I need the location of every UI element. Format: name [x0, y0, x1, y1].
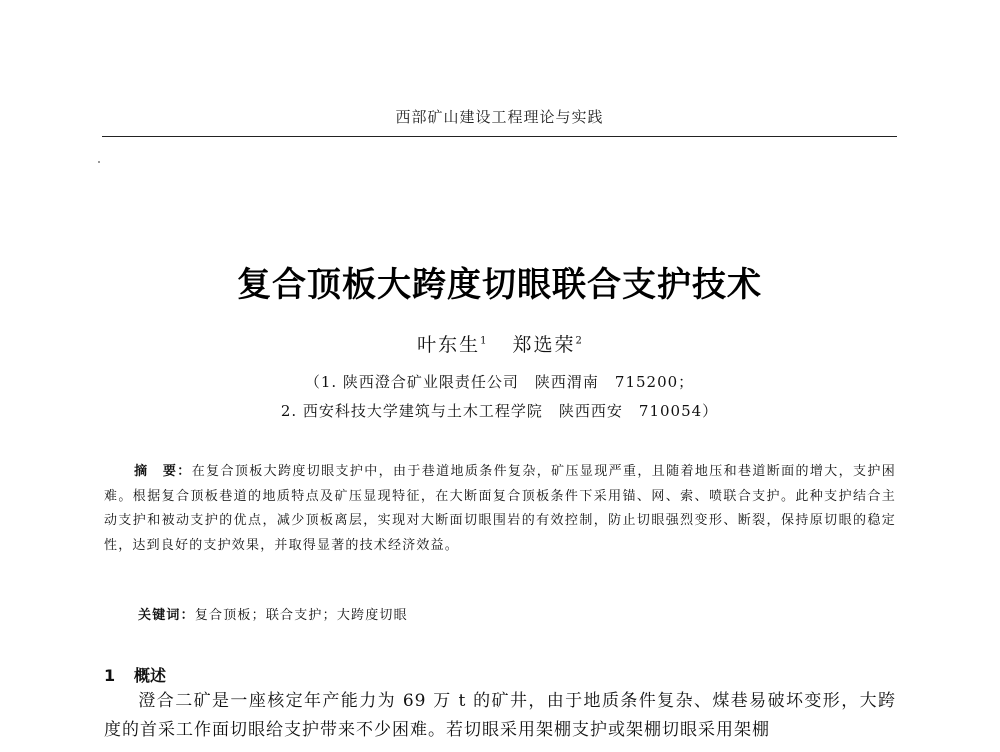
body-paragraph: [104, 687, 896, 745]
author-line: [102, 330, 897, 357]
section-number: 1: [104, 666, 116, 685]
author-2: [513, 330, 582, 357]
author-1: [417, 330, 486, 357]
abstract-text: 在复合顶板大跨度切眼支护中，由于巷道地质条件复杂，矿压显现严重，且随着地压和巷道断面的增大，支护困难。根据复合顶板巷道的地质特点及矿压显现特征，在大断面复合顶板条件下采用锚、网、索、喷联合支护。此种支护结合主动支护和被动支护的优点，减少顶板离层，实现对大断面切眼围岩的有效控制，防止切眼强烈变形、断裂，保持原切眼的稳定性，达到良好的支护效果，并取得显著的技术经济效益。: [104, 464, 896, 553]
affiliation-mark: 1: [480, 335, 487, 347]
section-heading: [104, 663, 166, 686]
author-name: 郑选荣: [512, 334, 576, 356]
affiliation-mark: 2: [575, 335, 582, 347]
affiliation-2: 2. 西安科技大学建筑与土木工程学院 陕西西安 710054）: [280, 402, 719, 420]
keywords-label: 关键词：: [138, 608, 195, 623]
scan-dot: [98, 161, 100, 163]
affiliation-1: （1. 陕西澄合矿业限责任公司 陕西渭南 715200；: [304, 373, 695, 391]
author-name: 叶东生: [417, 334, 481, 356]
abstract: [104, 460, 896, 558]
keywords: [138, 604, 898, 623]
section-title: 概述: [134, 666, 167, 685]
header-rule: [102, 136, 897, 137]
keywords-text: 复合顶板；联合支护；大跨度切眼: [194, 608, 408, 623]
running-header: 西部矿山建设工程理论与实践: [395, 108, 604, 126]
abstract-label: 摘 要：: [134, 464, 192, 479]
article-title: 复合顶板大跨度切眼联合支护技术: [237, 265, 762, 305]
paragraph-text: 澄合二矿是一座核定年产能力为 69 万 t 的矿井，由于地质条件复杂、煤巷易破坏变形，大跨度的首采工作面切眼给支护带来不少困难。若切眼采用架棚支护或架棚切眼采用架棚: [104, 691, 896, 740]
